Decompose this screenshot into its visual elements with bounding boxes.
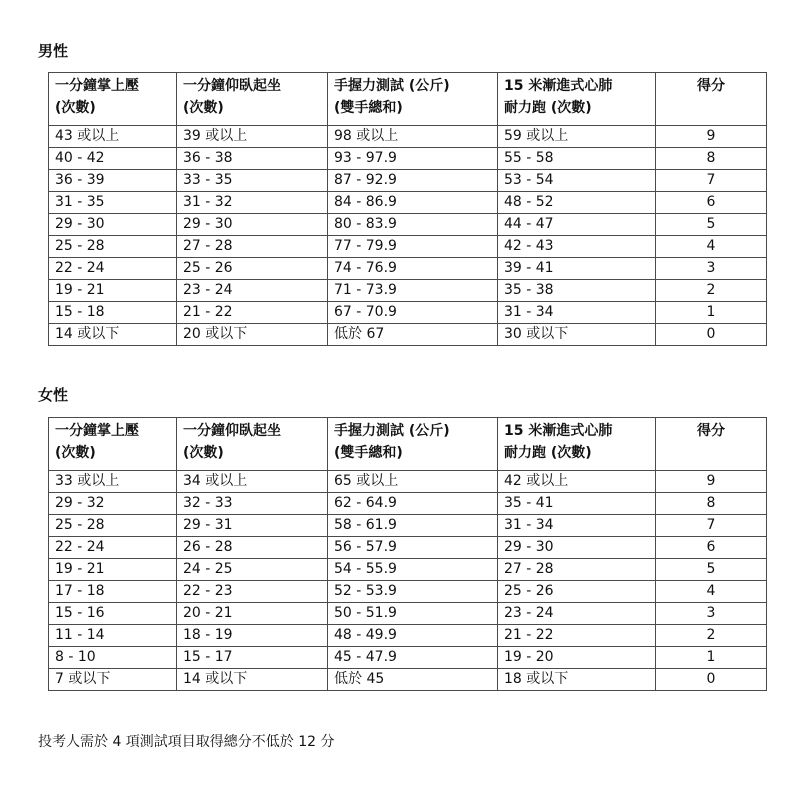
cell-grip: 54 - 55.9 <box>328 559 498 581</box>
cell-situps: 36 - 38 <box>177 148 328 170</box>
cell-pushups: 29 - 30 <box>49 214 177 236</box>
table-row <box>49 471 767 493</box>
cell-grip: 74 - 76.9 <box>328 258 498 280</box>
cell-score: 4 <box>656 581 767 603</box>
cell-pushups: 22 - 24 <box>49 258 177 280</box>
cell-grip: 77 - 79.9 <box>328 236 498 258</box>
cell-pushups: 8 - 10 <box>49 647 177 669</box>
cell-pushups: 36 - 39 <box>49 170 177 192</box>
cell-shuttle-run: 42 或以上 <box>498 471 656 493</box>
cell-score: 8 <box>656 148 767 170</box>
cell-situps: 24 - 25 <box>177 559 328 581</box>
cell-score: 6 <box>656 537 767 559</box>
table-row <box>49 603 767 625</box>
cell-situps: 20 或以下 <box>177 324 328 346</box>
cell-situps: 26 - 28 <box>177 537 328 559</box>
table-row <box>49 625 767 647</box>
cell-pushups: 11 - 14 <box>49 625 177 647</box>
cell-shuttle-run: 29 - 30 <box>498 537 656 559</box>
cell-score: 2 <box>656 625 767 647</box>
cell-pushups: 40 - 42 <box>49 148 177 170</box>
cell-score: 1 <box>656 647 767 669</box>
cell-score: 2 <box>656 280 767 302</box>
header-score: 得分 <box>656 73 767 126</box>
table-row <box>49 192 767 214</box>
cell-score: 0 <box>656 324 767 346</box>
cell-grip: 52 - 53.9 <box>328 581 498 603</box>
cell-grip: 93 - 97.9 <box>328 148 498 170</box>
cell-score: 3 <box>656 603 767 625</box>
cell-situps: 33 - 35 <box>177 170 328 192</box>
table-row <box>49 581 767 603</box>
cell-situps: 20 - 21 <box>177 603 328 625</box>
cell-grip: 80 - 83.9 <box>328 214 498 236</box>
score-table-female <box>48 417 767 691</box>
table-row <box>49 280 767 302</box>
header-shuttle-run: 15 米漸進式心肺 耐力跑 (次數) <box>498 73 656 126</box>
table-row <box>49 302 767 324</box>
cell-score: 1 <box>656 302 767 324</box>
cell-pushups: 14 或以下 <box>49 324 177 346</box>
cell-shuttle-run: 44 - 47 <box>498 214 656 236</box>
cell-shuttle-run: 39 - 41 <box>498 258 656 280</box>
cell-pushups: 25 - 28 <box>49 515 177 537</box>
cell-score: 3 <box>656 258 767 280</box>
table-row <box>49 236 767 258</box>
cell-shuttle-run: 27 - 28 <box>498 559 656 581</box>
cell-grip: 87 - 92.9 <box>328 170 498 192</box>
cell-shuttle-run: 31 - 34 <box>498 515 656 537</box>
table-row <box>49 559 767 581</box>
cell-situps: 22 - 23 <box>177 581 328 603</box>
cell-shuttle-run: 25 - 26 <box>498 581 656 603</box>
table-row <box>49 214 767 236</box>
table-header-row <box>49 418 767 471</box>
table-row <box>49 647 767 669</box>
cell-score: 5 <box>656 559 767 581</box>
cell-score: 9 <box>656 126 767 148</box>
cell-pushups: 25 - 28 <box>49 236 177 258</box>
cell-score: 4 <box>656 236 767 258</box>
header-shuttle-run: 15 米漸進式心肺 耐力跑 (次數) <box>498 418 656 471</box>
cell-grip: 低於 67 <box>328 324 498 346</box>
cell-shuttle-run: 21 - 22 <box>498 625 656 647</box>
cell-pushups: 33 或以上 <box>49 471 177 493</box>
cell-grip: 58 - 61.9 <box>328 515 498 537</box>
header-pushups: 一分鐘掌上壓 (次數) <box>49 73 177 126</box>
header-grip: 手握力測試 (公斤) (雙手總和) <box>328 73 498 126</box>
cell-situps: 25 - 26 <box>177 258 328 280</box>
cell-score: 6 <box>656 192 767 214</box>
cell-pushups: 19 - 21 <box>49 559 177 581</box>
section-title-female: 女性 <box>38 386 69 404</box>
cell-shuttle-run: 48 - 52 <box>498 192 656 214</box>
cell-shuttle-run: 42 - 43 <box>498 236 656 258</box>
header-situps: 一分鐘仰臥起坐 (次數) <box>177 418 328 471</box>
cell-pushups: 43 或以上 <box>49 126 177 148</box>
cell-grip: 48 - 49.9 <box>328 625 498 647</box>
cell-pushups: 22 - 24 <box>49 537 177 559</box>
cell-shuttle-run: 55 - 58 <box>498 148 656 170</box>
table-row <box>49 493 767 515</box>
table-row <box>49 669 767 691</box>
table-row <box>49 148 767 170</box>
cell-score: 9 <box>656 471 767 493</box>
cell-situps: 15 - 17 <box>177 647 328 669</box>
table-header-row <box>49 73 767 126</box>
cell-score: 7 <box>656 170 767 192</box>
cell-pushups: 15 - 16 <box>49 603 177 625</box>
cell-shuttle-run: 23 - 24 <box>498 603 656 625</box>
cell-grip: 84 - 86.9 <box>328 192 498 214</box>
cell-grip: 71 - 73.9 <box>328 280 498 302</box>
cell-score: 7 <box>656 515 767 537</box>
cell-situps: 14 或以下 <box>177 669 328 691</box>
cell-situps: 29 - 30 <box>177 214 328 236</box>
table-row <box>49 515 767 537</box>
cell-situps: 18 - 19 <box>177 625 328 647</box>
cell-situps: 23 - 24 <box>177 280 328 302</box>
header-score: 得分 <box>656 418 767 471</box>
cell-pushups: 7 或以下 <box>49 669 177 691</box>
cell-score: 5 <box>656 214 767 236</box>
cell-pushups: 19 - 21 <box>49 280 177 302</box>
table-row <box>49 170 767 192</box>
cell-shuttle-run: 18 或以下 <box>498 669 656 691</box>
cell-grip: 45 - 47.9 <box>328 647 498 669</box>
cell-grip: 65 或以上 <box>328 471 498 493</box>
cell-pushups: 29 - 32 <box>49 493 177 515</box>
cell-shuttle-run: 19 - 20 <box>498 647 656 669</box>
cell-grip: 低於 45 <box>328 669 498 691</box>
table-row <box>49 324 767 346</box>
cell-situps: 34 或以上 <box>177 471 328 493</box>
section-title-male: 男性 <box>38 42 69 60</box>
cell-situps: 31 - 32 <box>177 192 328 214</box>
cell-shuttle-run: 31 - 34 <box>498 302 656 324</box>
cell-grip: 62 - 64.9 <box>328 493 498 515</box>
cell-score: 8 <box>656 493 767 515</box>
table-row <box>49 126 767 148</box>
cell-situps: 39 或以上 <box>177 126 328 148</box>
cell-shuttle-run: 53 - 54 <box>498 170 656 192</box>
cell-pushups: 15 - 18 <box>49 302 177 324</box>
header-pushups: 一分鐘掌上壓 (次數) <box>49 418 177 471</box>
header-grip: 手握力測試 (公斤) (雙手總和) <box>328 418 498 471</box>
cell-shuttle-run: 35 - 38 <box>498 280 656 302</box>
cell-shuttle-run: 59 或以上 <box>498 126 656 148</box>
cell-situps: 27 - 28 <box>177 236 328 258</box>
cell-pushups: 17 - 18 <box>49 581 177 603</box>
cell-score: 0 <box>656 669 767 691</box>
table-row <box>49 537 767 559</box>
cell-grip: 67 - 70.9 <box>328 302 498 324</box>
header-situps: 一分鐘仰臥起坐 (次數) <box>177 73 328 126</box>
cell-situps: 21 - 22 <box>177 302 328 324</box>
table-row <box>49 258 767 280</box>
cell-grip: 56 - 57.9 <box>328 537 498 559</box>
cell-grip: 98 或以上 <box>328 126 498 148</box>
score-table-male <box>48 72 767 346</box>
cell-situps: 32 - 33 <box>177 493 328 515</box>
cell-situps: 29 - 31 <box>177 515 328 537</box>
cell-pushups: 31 - 35 <box>49 192 177 214</box>
footnote: 投考人需於 4 項測試項目取得總分不低於 12 分 <box>38 734 335 750</box>
cell-shuttle-run: 30 或以下 <box>498 324 656 346</box>
cell-shuttle-run: 35 - 41 <box>498 493 656 515</box>
cell-grip: 50 - 51.9 <box>328 603 498 625</box>
